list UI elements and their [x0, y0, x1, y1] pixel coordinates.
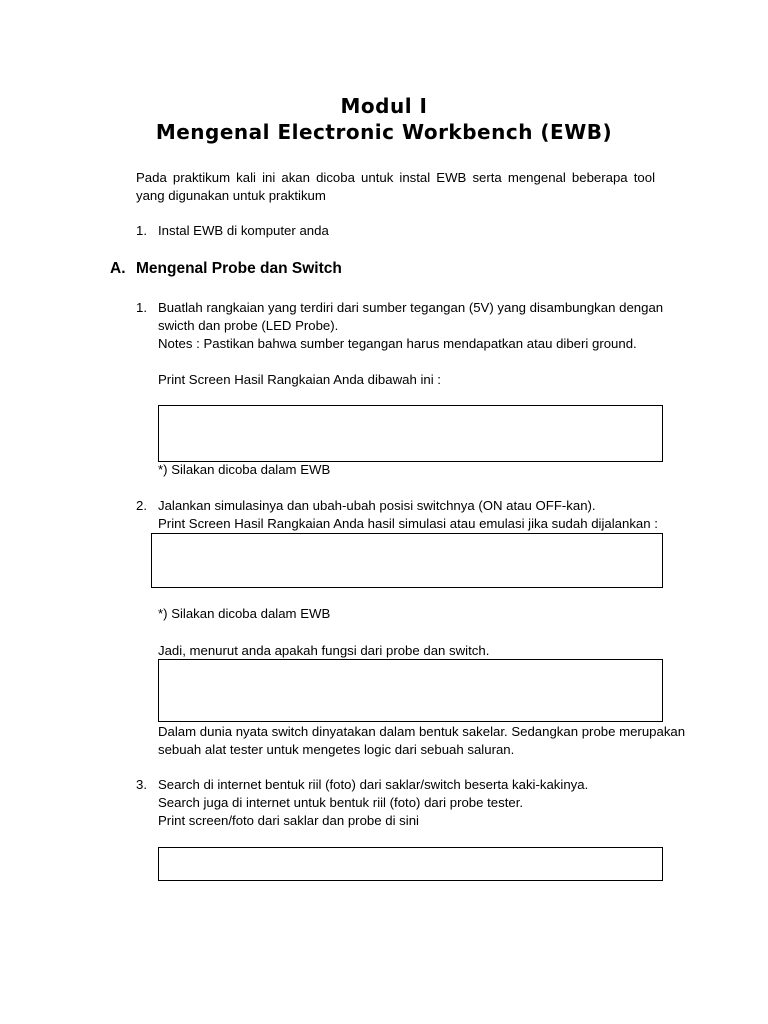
item-1-line-1: Buatlah rangkaian yang terdiri dari sumber tegangan (5V) yang disambungkan dengan: [158, 300, 664, 315]
item-3-number: 3.: [136, 777, 147, 792]
item-1-number: 1.: [136, 300, 147, 315]
item-1-prompt: Print Screen Hasil Rangkaian Anda dibawah ini :: [158, 372, 441, 387]
section-a-title: Mengenal Probe dan Switch: [136, 260, 342, 277]
item-2-line-1: Jalankan simulasinya dan ubah-ubah posisi switchnya (ON atau OFF-kan).: [158, 498, 596, 513]
section-a-letter: A.: [110, 260, 126, 277]
item-3-line-2: Search juga di internet untuk bentuk riil (foto) dari probe tester.: [158, 795, 524, 810]
intro-paragraph: Pada praktikum kali ini akan dicoba untuk instal EWB serta mengenal beberapa tool yang digunakan untuk praktikum: [136, 170, 655, 203]
item-3-line-1: Search di internet bentuk riil (foto) dari saklar/switch beserta kaki-kakinya.: [158, 777, 589, 792]
item-2-answer-line-2: sebuah alat tester untuk mengetes logic dari sebuah saluran.: [158, 742, 515, 757]
item-2-answer-line-1: Dalam dunia nyata switch dinyatakan dalam bentuk sakelar. Sedangkan probe merupakan: [158, 724, 686, 739]
item-1-line-3: Notes : Pastikan bahwa sumber tegangan harus mendapatkan atau diberi ground.: [158, 336, 637, 351]
item-2-line-2: Print Screen Hasil Rangkaian Anda hasil simulasi atau emulasi jika sudah dijalankan :: [158, 516, 658, 531]
item-2-note: *) Silakan dicoba dalam EWB: [158, 606, 331, 621]
pre-item-number: 1.: [136, 223, 147, 238]
item-2-question-box[interactable]: [158, 659, 663, 722]
item-3-line-3: Print screen/foto dari saklar dan probe di sini: [158, 813, 419, 828]
module-subtitle: Mengenal Electronic Workbench (EWB): [155, 120, 613, 144]
item-2-question: Jadi, menurut anda apakah fungsi dari probe dan switch.: [158, 643, 490, 658]
item-1-note: *) Silakan dicoba dalam EWB: [158, 462, 331, 477]
item-2-answer-box[interactable]: [151, 533, 663, 588]
item-1-line-2: swicth dan probe (LED Probe).: [158, 318, 339, 333]
item-2-number: 2.: [136, 498, 147, 513]
item-3-answer-box[interactable]: [158, 847, 663, 881]
pre-item-text: Instal EWB di komputer anda: [158, 223, 329, 238]
item-1-answer-box[interactable]: [158, 405, 663, 462]
module-title: Modul I: [340, 94, 428, 118]
